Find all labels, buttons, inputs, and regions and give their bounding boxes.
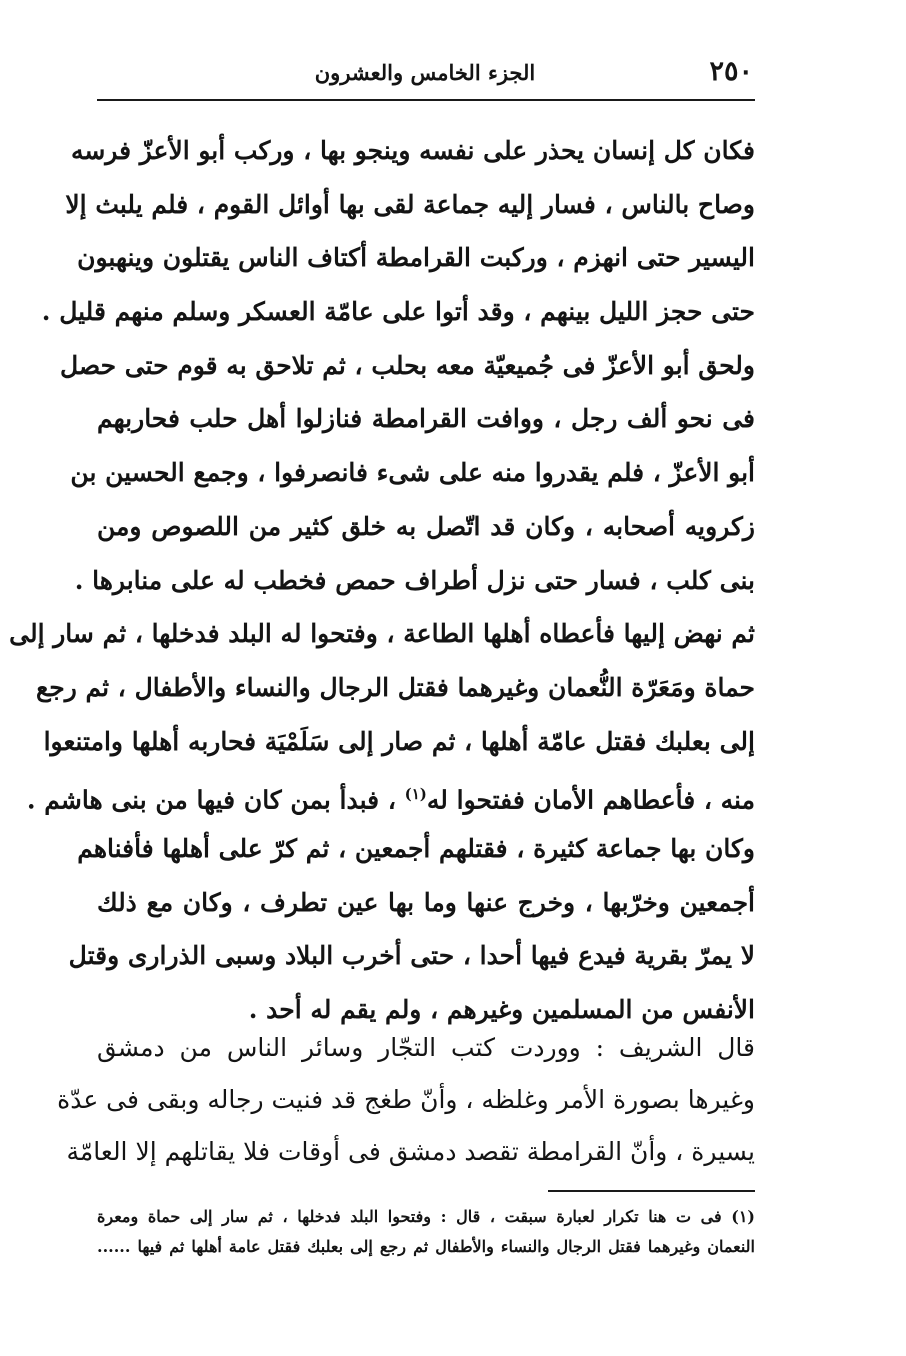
text-line: أبو الأعزّ ، فلم يقدروا منه على شىء فانصرفوا ، وجمع الحسين بن [70, 458, 755, 488]
text-line: قال الشريف : ووردت كتب التجّار وسائر الناس من دمشق [97, 1033, 755, 1062]
page-number: ٢٥٠ [709, 56, 753, 87]
text-line: اليسير حتى انهزم ، وركبت القرامطة أكتاف الناس يقتلون وينهبون [77, 243, 755, 273]
footnote-reference: (١) [404, 785, 427, 804]
text-line: فكان كل إنسان يحذر على نفسه وينجو بها ، وركب أبو الأعزّ فرسه [70, 136, 755, 165]
text-line: يسيرة ، وأنّ القرامطة تقصد دمشق فى أوقات فلا يقاتلهم إلا العامّة [66, 1137, 755, 1166]
second-paragraph [57, 1022, 755, 1178]
footnote-line: (١) فى ت هنا تكرار لعبارة سبقت ، قال : وفتحوا البلد فدخلها ، ثم سار إلى حماة ومعرة [97, 1207, 755, 1226]
footnote-rule [548, 1190, 755, 1192]
header-rule [97, 99, 755, 101]
text-fragment: ، فبدأ بمن كان فيها من بنى هاشم . [26, 785, 396, 815]
footnote [97, 1202, 755, 1262]
text-line: وغيرها بصورة الأمر وغلظه ، وأنّ طغج قد فنيت رجاله وبقى فى عدّة [57, 1085, 755, 1114]
main-paragraph [9, 124, 755, 1037]
text-line: لا يمرّ بقرية فيدع فيها أحدا ، حتى أخرب البلاد وسبى الذرارى وقتل [68, 941, 755, 971]
text-line-with-footnote [26, 768, 755, 822]
page-header [97, 52, 753, 96]
text-line: فى نحو ألف رجل ، ووافت القرامطة فنازلوا أهل حلب فحاربهم [97, 404, 755, 434]
text-line: حتى حجز الليل بينهم ، وقد أتوا على عامّة العسكر وسلم منهم قليل . [41, 297, 755, 327]
text-line: الأنفس من المسلمين وغيرهم ، ولم يقم له أحد . [248, 995, 755, 1024]
running-title: الجزء الخامس والعشرون [314, 60, 536, 85]
text-line: ثم نهض إليها فأعطاه أهلها الطاعة ، وفتحوا له البلد فدخلها ، ثم سار إلى [9, 619, 755, 649]
text-line: حماة ومَعَرّة النُّعمان وغيرهما فقتل الرجال والنساء والأطفال ، ثم رجع [35, 672, 755, 702]
text-line: وصاح بالناس ، فسار إليه جماعة لقى بها أوائل القوم ، فلم يلبث إلا [65, 189, 755, 219]
text-line: ولحق أبو الأعزّ فى جُميعيّة معه بحلب ، ثم تلاحق به قوم حتى حصل [59, 350, 755, 380]
text-line: وكان بها جماعة كثيرة ، فقتلهم أجمعين ، ثم كرّ على أهلها فأفناهم [77, 833, 755, 863]
footnote-line: النعمان وغيرهما فقتل الرجال والنساء والأطفال ثم رجع إلى بعلبك فقتل عامة أهلها ثم فيها ...... [97, 1237, 755, 1256]
text-line: بنى كلب ، فسار حتى نزل أطراف حمص فخطب له على منابرها . [74, 565, 755, 595]
text-line: زكرويه أصحابه ، وكان قد اتّصل به خلق كثير من اللصوص ومن [97, 511, 755, 541]
text-line: إلى بعلبك فقتل عامّة أهلها ، ثم صار إلى سَلَمْيَة فحاربه أهلها وامتنعوا [43, 726, 755, 756]
text-fragment: منه ، فأعطاهم الأمان ففتحوا له [426, 785, 755, 815]
text-line: أجمعين وخرّبها ، وخرج عنها وما بها عين تطرف ، وكان مع ذلك [97, 887, 755, 917]
